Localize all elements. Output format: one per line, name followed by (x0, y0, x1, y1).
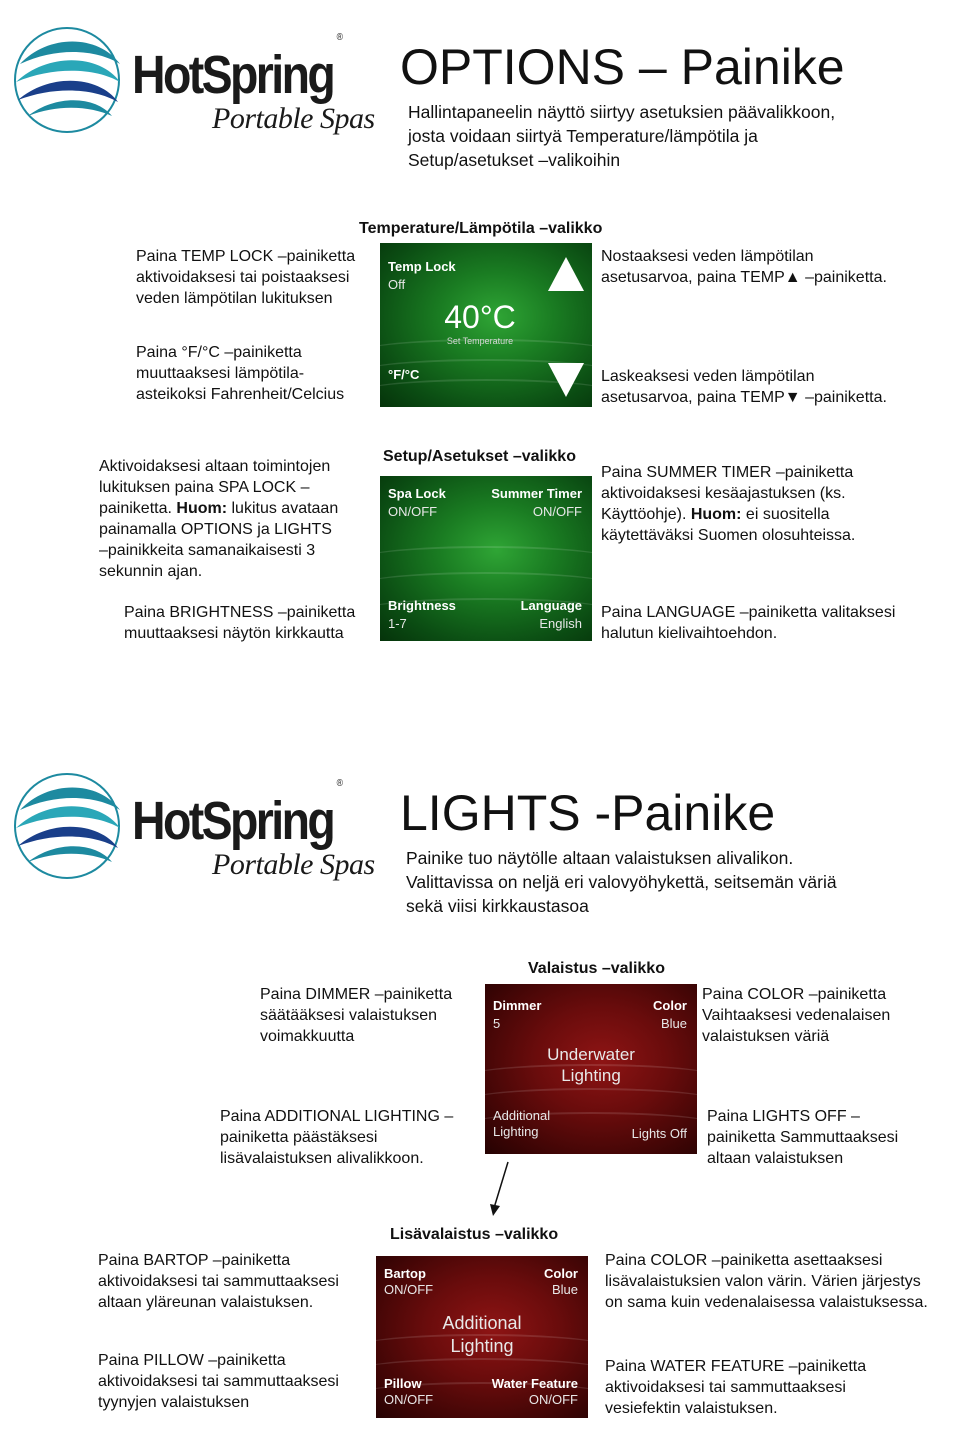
additional-lighting-note: Paina ADDITIONAL LIGHTING – painiketta päästäksesi lisävalaistuksen alivalikkoon. (220, 1108, 454, 1167)
hotspring-logo-icon (8, 24, 126, 136)
additional-lighting-button[interactable]: Additional Lighting (493, 1108, 551, 1139)
arrow-down-icon (484, 1160, 514, 1218)
brand-subtitle: Portable Spas (212, 102, 375, 135)
temp-lock-note: Paina TEMP LOCK –painiketta aktivoidaksesi tai poistaaksesi veden lämpötilan lukituksen (136, 248, 356, 307)
color-value: Blue (660, 1016, 687, 1031)
options-title: OPTIONS – Painike (400, 39, 845, 95)
temp-up-icon[interactable] (548, 257, 584, 291)
brightness-button[interactable]: Brightness (388, 598, 456, 613)
hotspring-logo-icon (8, 770, 126, 882)
language-value: English (539, 616, 582, 631)
color-note: Paina COLOR –painiketta Vaihtaaksesi vedenalaisen valaistuksen väriä (702, 986, 891, 1045)
dimmer-value: 5 (493, 1016, 501, 1031)
brightness-note: Paina BRIGHTNESS –painiketta muuttaaksesi näytön kirkkautta (124, 604, 356, 642)
spa-lock-value: ON/OFF (388, 504, 438, 519)
additional-lighting-label: Additional Lighting (442, 1313, 522, 1356)
color-button[interactable]: Color (653, 998, 687, 1013)
language-note: Paina LANGUAGE –painiketta valitaksesi halutun kielivaihtoehdon. (601, 604, 896, 642)
brand-name: HotSpring® (132, 32, 343, 105)
temp-down-icon[interactable] (548, 363, 584, 397)
valaistus-screen (485, 984, 697, 1154)
lights-intro: Painike tuo näytölle altaan valaistuksen alivalikon. Valittavissa on neljä eri valovyöhykettä, seitsemän väriä sekä viisi kirkkaustasoa (406, 848, 837, 916)
temperature-screen (380, 243, 592, 407)
add-color-button[interactable]: Color (544, 1266, 578, 1281)
summer-timer-value: ON/OFF (532, 504, 582, 519)
water-feature-value: ON/OFF (528, 1392, 578, 1407)
options-intro: Hallintapaneelin näyttö siirtyy asetuksien päävalikkoon, josta voidaan siirtyä Temperature/lämpötila ja Setup/asetukset –valikoihin (408, 102, 836, 170)
summer-timer-note: Paina SUMMER TIMER –painiketta aktivoidaksesi kesäajastuksen (ks. Käyttöohje). Huom: ei suositella käytettäväksi Suomen olosuhteissa. (601, 464, 856, 544)
bartop-value: ON/OFF (384, 1282, 434, 1297)
add-color-note: Paina COLOR –painiketta asettaaksesi lisävalaistuksien valon värin. Värien järjestys on sama kuin vedenalaisessa valaistuksessa. (605, 1252, 928, 1311)
set-temperature-label: Set Temperature (446, 336, 514, 346)
add-color-value: Blue (551, 1282, 578, 1297)
underwater-lighting-label: Underwater Lighting (547, 1045, 635, 1085)
spa-lock-note: Aktivoidaksesi altaan toimintojen lukituksen paina SPA LOCK – painiketta. Huom: lukitus avataan painamalla OPTIONS ja LIGHTS –painikkeita samanaikaisesti 3 sekunnin ajan. (99, 458, 339, 580)
brand-subtitle: Portable Spas (212, 848, 375, 881)
brightness-value: 1-7 (388, 616, 407, 631)
brand-name: HotSpring® (132, 778, 343, 851)
unit-note: Paina °F/°C –painiketta muuttaaksesi lämpötila- asteikoksi Fahrenheit/Celcius (136, 344, 345, 403)
water-feature-note: Paina WATER FEATURE –painiketta aktivoidaksesi tai sammuttaaksesi vesiefektin valaistuksen. (605, 1358, 867, 1417)
pillow-note: Paina PILLOW –painiketta aktivoidaksesi tai sammuttaaksesi tyynyjen valaistuksen (98, 1352, 339, 1411)
lisavalaistus-menu-title: Lisävalaistus –valikko (390, 1226, 559, 1243)
spa-lock-button[interactable]: Spa Lock (388, 486, 446, 501)
language-button[interactable]: Language (520, 598, 582, 613)
bartop-note: Paina BARTOP –painiketta aktivoidaksesi tai sammuttaaksesi altaan yläreunan valaistuksen. (98, 1252, 339, 1311)
summer-timer-button[interactable]: Summer Timer (491, 486, 582, 501)
pillow-button[interactable]: Pillow (384, 1376, 422, 1391)
dimmer-button[interactable]: Dimmer (493, 998, 542, 1013)
dimmer-note: Paina DIMMER –painiketta säätääksesi valaistuksen voimakkuutta (260, 986, 453, 1045)
lights-off-button[interactable]: Lights Off (631, 1126, 687, 1141)
temp-menu-title: Temperature/Lämpötila –valikko (359, 220, 603, 237)
temp-lock-value: Off (388, 277, 406, 292)
pillow-value: ON/OFF (384, 1392, 434, 1407)
temp-lock-button[interactable]: Temp Lock (388, 259, 456, 274)
lisavalaistus-screen (376, 1256, 588, 1418)
temp-down-note: Laskeaksesi veden lämpötilan asetusarvoa, paina TEMP▼ –painiketta. (601, 368, 887, 406)
setup-screen (380, 476, 592, 641)
water-feature-button[interactable]: Water Feature (491, 1376, 578, 1391)
temperature-value: 40°C (444, 299, 516, 335)
valaistus-menu-title: Valaistus –valikko (528, 960, 665, 977)
setup-menu-title: Setup/Asetukset –valikko (383, 448, 576, 465)
lights-title: LIGHTS -Painike (400, 785, 776, 841)
unit-button[interactable]: °F/°C (388, 367, 420, 382)
lights-off-note: Paina LIGHTS OFF – painiketta Sammuttaaksesi altaan valaistuksen (707, 1108, 899, 1167)
temp-up-note: Nostaaksesi veden lämpötilan asetusarvoa, paina TEMP▲ –painiketta. (601, 248, 887, 286)
bartop-button[interactable]: Bartop (384, 1266, 426, 1281)
